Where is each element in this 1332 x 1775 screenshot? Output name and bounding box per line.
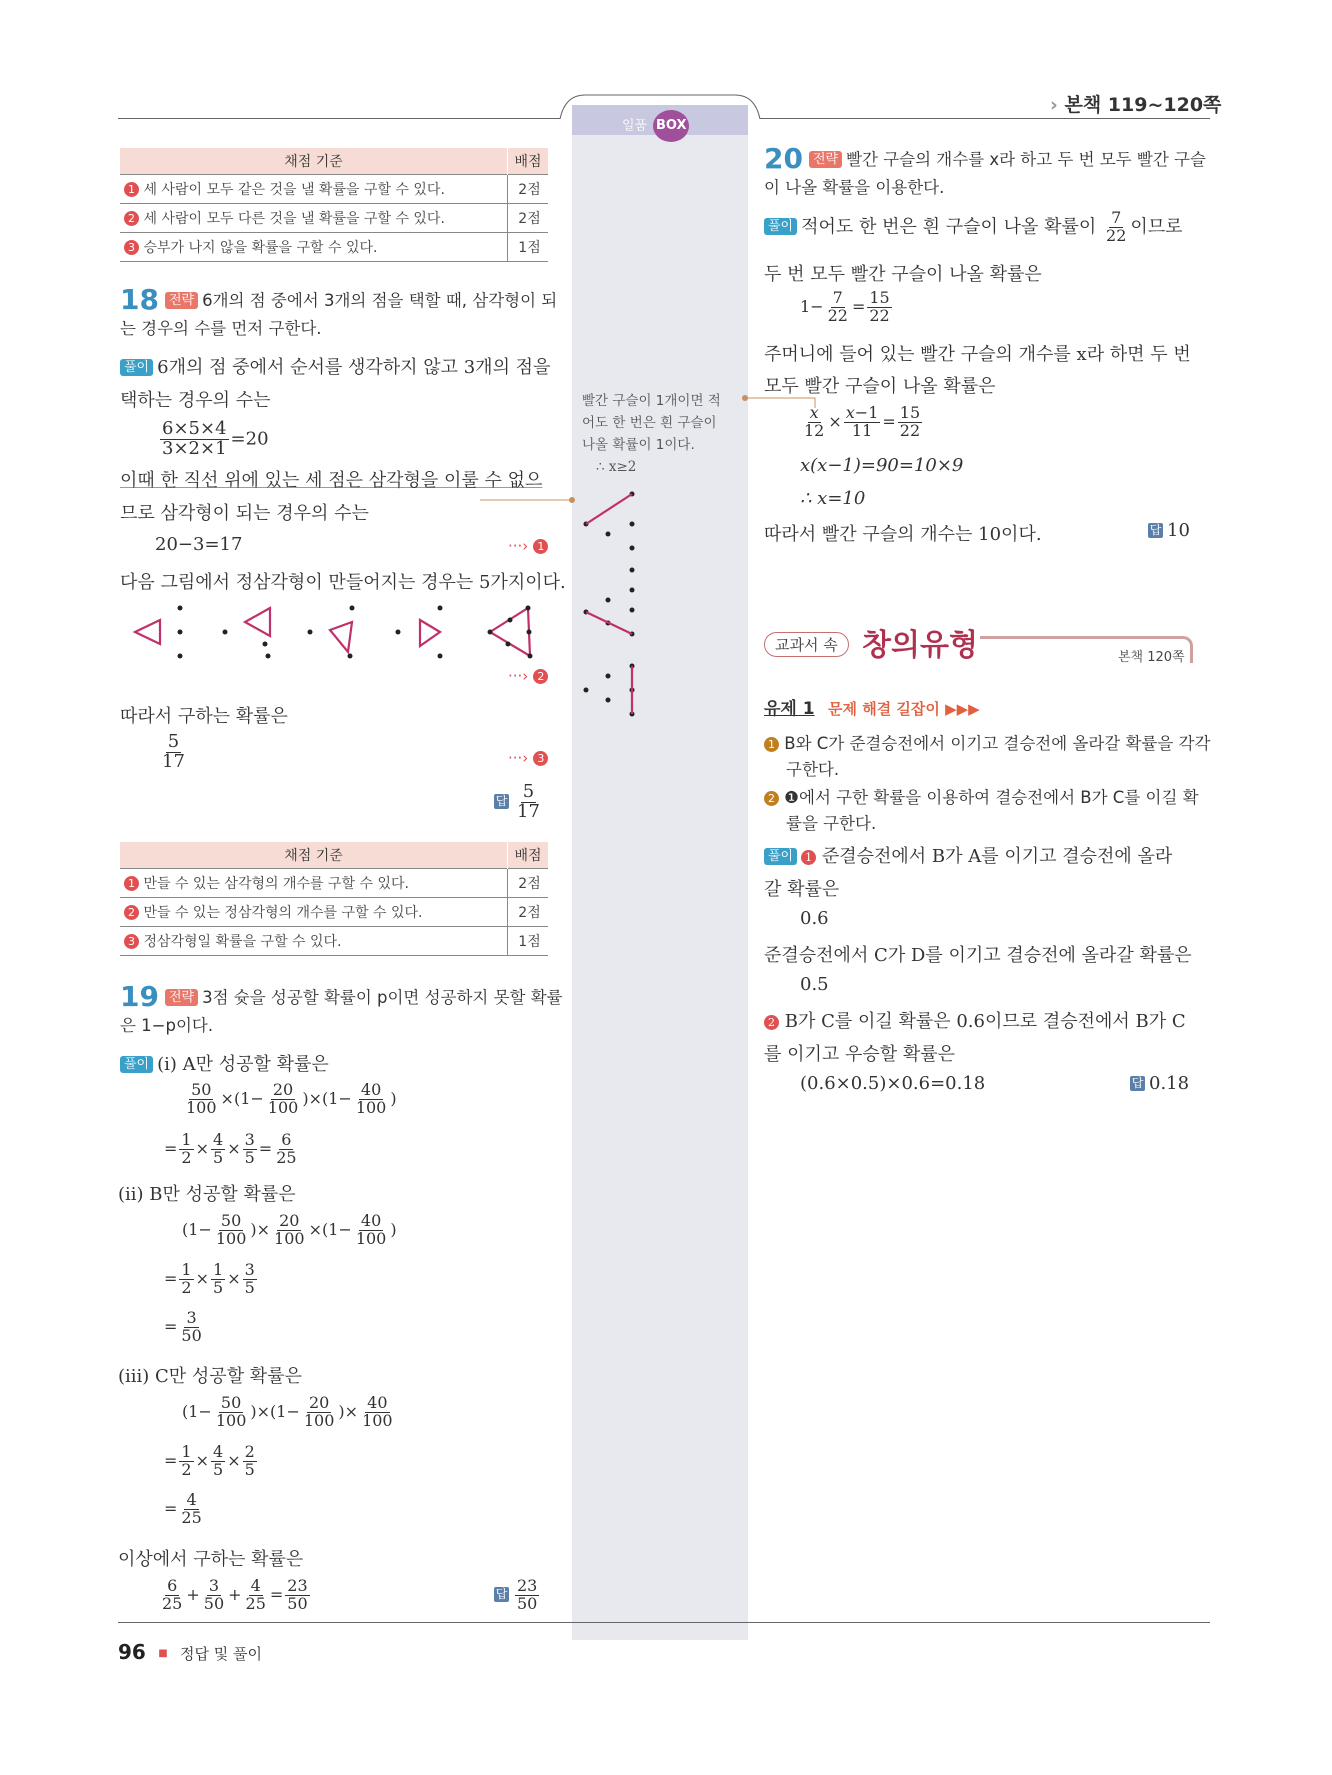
p19-case-i: 풀이 (i) A만 성공할 확률은	[120, 1050, 329, 1076]
creative-tag: 교과서 속	[764, 632, 849, 657]
table-row	[120, 927, 548, 956]
table-row	[120, 204, 548, 233]
p18-sol-5: 20−3=17	[155, 534, 243, 555]
mark-icon: 1	[124, 182, 139, 197]
p18-answer: 답 $\frac{5}{17}$	[495, 781, 540, 822]
table-row	[120, 869, 548, 898]
p20-strategy-2: 이 나올 확률을 이용한다.	[764, 178, 945, 197]
problem-number: 20	[764, 142, 803, 175]
p18-sol-7: 따라서 구하는 확률은	[120, 706, 288, 727]
p19-answer: 답 $\frac{23}{50}$	[495, 1576, 538, 1613]
p20-sol-1: 풀이 적어도 한 번은 흰 구슬이 나올 확률이 $\frac{7}{22}$ 이므로	[764, 210, 1183, 245]
creative-sol-3: 2 B가 C를 이길 확률은 0.6이므로 결승전에서 B가 C	[764, 1007, 1186, 1033]
p19-eq-iii-2: = $\frac{1}{2}$ × $\frac{4}{5}$ × $\frac{2}{5}$	[164, 1442, 255, 1479]
p19-strategy: 19 전략 3점 슛을 성공할 확률이 p이면 성공하지 못할 확률	[120, 980, 563, 1013]
problem-number: 19	[120, 980, 159, 1013]
guide-1b: 구한다.	[786, 760, 840, 779]
score: 2점	[508, 175, 549, 204]
answer-badge: 답	[495, 794, 508, 809]
p19-strategy-2: 은 1−p이다.	[120, 1016, 214, 1035]
creative-sub: 유제 1 문제 해결 길잡이 ▶▶▶	[764, 699, 980, 719]
p19-eq-ii-1: (1− $\frac{50}{100}$ )× $\frac{20}{100}$ ×(1− $\frac{40}{100}$ )	[182, 1211, 397, 1248]
solution-badge: 풀이	[764, 848, 797, 865]
box-connector-lines	[480, 390, 820, 530]
p18-sol-2: 택하는 경우의 수는	[120, 390, 271, 411]
box-column	[572, 105, 748, 1640]
step-marker-1: ···› 1	[508, 536, 548, 555]
p20-eq-2: $\frac{x}{12}$ × $\frac{x-1}{11}$ = $\frac{15}{22}$	[804, 403, 921, 440]
creative-val-1: 0.6	[800, 908, 829, 929]
table-header-criteria: 채점 기준	[120, 842, 508, 869]
box-note: 빨간 구슬이 1개이면 적 어도 한 번은 흰 구슬이 나올 확률이 1이다. ∴ x≥2	[582, 393, 721, 475]
criteria-text: 세 사람이 모두 같은 것을 낼 확률을 구할 수 있다.	[143, 182, 445, 198]
p18-frac-eq: $\frac{6\times 5\times 4}{3\times 2\times 1}$ =20	[162, 418, 269, 459]
header-rule-right	[760, 118, 1210, 119]
score: 1점	[508, 927, 549, 956]
score: 2점	[508, 204, 549, 233]
creative-sol-1: 풀이 1 준결승전에서 B가 A를 이기고 결승전에 올라	[764, 842, 1172, 868]
mark-icon: 3	[124, 934, 139, 949]
p19-final: 이상에서 구하는 확률은	[118, 1549, 304, 1570]
criteria-text: 승부가 나지 않을 확률을 구할 수 있다.	[143, 240, 378, 256]
guide-2a: 2 ❶에서 구한 확률을 이용하여 결승전에서 B가 C를 이길 확	[764, 784, 1199, 808]
p20-eq-3: x(x−1)=90=10×9	[800, 455, 964, 476]
mark-icon: 2	[124, 211, 139, 226]
p19-eq-i-1: $\frac{50}{100}$ ×(1− $\frac{20}{100}$ )×(1− $\frac{40}{100}$ )	[186, 1080, 397, 1117]
solution-badge: 풀이	[120, 1056, 153, 1073]
criteria-text: 세 사람이 모두 다른 것을 낼 확률을 구할 수 있다.	[143, 211, 445, 227]
table-header-score: 배점	[508, 842, 549, 869]
mark-icon: 3	[124, 240, 139, 255]
table-row	[120, 175, 548, 204]
p19-case-iii: (iii) C만 성공할 확률은	[118, 1366, 302, 1387]
criteria-text: 만들 수 있는 정삼각형의 개수를 구할 수 있다.	[143, 905, 423, 921]
footer: 96 ■ 정답 및 풀이	[118, 1640, 263, 1664]
p18-strategy: 18 전략 6개의 점 중에서 3개의 점을 택할 때, 삼각형이 되	[120, 283, 558, 316]
creative-answer: 답 0.18	[1131, 1073, 1190, 1094]
solution-badge: 풀이	[764, 218, 797, 235]
page-ref: › 본책 119~120쪽	[1050, 94, 1222, 116]
box-label: 일품 BOX	[622, 110, 689, 142]
criteria-text: 정삼각형일 확률을 구할 수 있다.	[143, 934, 342, 950]
criteria-text: 만들 수 있는 삼각형의 개수를 구할 수 있다.	[143, 876, 409, 892]
p20-sol-5: 따라서 빨간 구슬의 개수는 10이다.	[764, 524, 1042, 545]
p20-sol-4: 모두 빨간 구슬이 나올 확률은	[764, 376, 996, 397]
scoring-table-1	[120, 148, 548, 262]
solution-badge: 풀이	[120, 359, 153, 376]
score: 1점	[508, 233, 549, 262]
equilateral-triangle-figures	[120, 600, 550, 660]
step-marker-2: ···› 2	[508, 666, 548, 685]
p18-sol-6: 다음 그림에서 정삼각형이 만들어지는 경우는 5가지이다.	[120, 572, 566, 593]
answer-badge: 답	[495, 1586, 508, 1601]
strategy-badge: 전략	[165, 989, 198, 1006]
guide-2b: 률을 구한다.	[786, 814, 877, 833]
p20-answer: 답 10	[1149, 520, 1190, 541]
creative-title: 창의유형	[862, 628, 978, 663]
table-row	[120, 898, 548, 927]
answer-badge: 답	[1149, 523, 1162, 537]
mark-icon: 2	[124, 905, 139, 920]
header-rule	[118, 118, 560, 119]
creative-ref: 본책 120쪽	[1118, 650, 1185, 665]
table-header-criteria: 채점 기준	[120, 148, 508, 175]
p18-prob: $\frac{5}{17}$	[162, 731, 185, 772]
footer-rule	[118, 1622, 1210, 1623]
creative-sol-2: 준결승전에서 C가 D를 이기고 결승전에 올라갈 확률은	[764, 945, 1192, 966]
strategy-badge: 전략	[165, 292, 198, 309]
step-marker-3: ···› 3	[508, 748, 548, 767]
creative-val-2: 0.5	[800, 974, 829, 995]
p20-sol-2: 두 번 모두 빨간 구슬이 나올 확률은	[764, 264, 1042, 285]
mark-icon: 1	[124, 876, 139, 891]
p18-sol-3: 이때 한 직선 위에 있는 세 점은 삼각형을 이룰 수 없으	[120, 470, 543, 491]
score: 2점	[508, 898, 549, 927]
creative-sol-1b: 갈 확률은	[764, 879, 840, 900]
p18-strategy-2: 는 경우의 수를 먼저 구한다.	[120, 319, 322, 338]
creative-eq: (0.6×0.5)×0.6=0.18	[800, 1073, 986, 1094]
p18-sol-1: 풀이 6개의 점 중에서 순서를 생각하지 않고 3개의 점을	[120, 353, 550, 379]
p20-strategy: 20 전략 빨간 구슬의 개수를 x라 하고 두 번 모두 빨간 구슬	[764, 142, 1206, 175]
p20-sol-3: 주머니에 들어 있는 빨간 구슬의 개수를 x라 하면 두 번	[764, 344, 1191, 365]
p19-case-ii: (ii) B만 성공할 확률은	[118, 1184, 296, 1205]
scoring-table-2	[120, 842, 548, 956]
table-header-score: 배점	[508, 148, 549, 175]
p19-eq-iii-3: = $\frac{4}{25}$	[164, 1490, 202, 1527]
p19-eq-i-2: = $\frac{1}{2}$ × $\frac{4}{5}$ × $\frac{3}{5}$ = $\frac{6}{25}$	[164, 1130, 297, 1167]
p18-sol-4: 므로 삼각형이 되는 경우의 수는	[120, 503, 369, 524]
strategy-badge: 전략	[809, 151, 842, 168]
problem-number: 18	[120, 283, 159, 316]
p19-final-eq: $\frac{6}{25}$ + $\frac{3}{50}$ + $\frac{4}{25}$ = $\frac{23}{50}$	[162, 1576, 308, 1613]
table-row	[120, 233, 548, 262]
creative-sol-3b: 를 이기고 우승할 확률은	[764, 1044, 956, 1065]
p19-eq-ii-3: = $\frac{3}{50}$	[164, 1308, 202, 1345]
score: 2점	[508, 869, 549, 898]
p19-eq-ii-2: = $\frac{1}{2}$ × $\frac{1}{5}$ × $\frac{3}{5}$	[164, 1260, 255, 1297]
box-figures	[580, 490, 650, 730]
answer-badge: 답	[1131, 1076, 1144, 1090]
guide-1a: 1 B와 C가 준결승전에서 이기고 결승전에 올라갈 확률을 각각	[764, 730, 1210, 754]
p19-eq-iii-1: (1− $\frac{50}{100}$ )×(1− $\frac{20}{100}$ )× $\frac{40}{100}$	[182, 1393, 393, 1430]
p20-eq-1: 1− $\frac{7}{22}$ = $\frac{15}{22}$	[800, 288, 890, 325]
p20-eq-4: ∴ x=10	[800, 488, 866, 509]
